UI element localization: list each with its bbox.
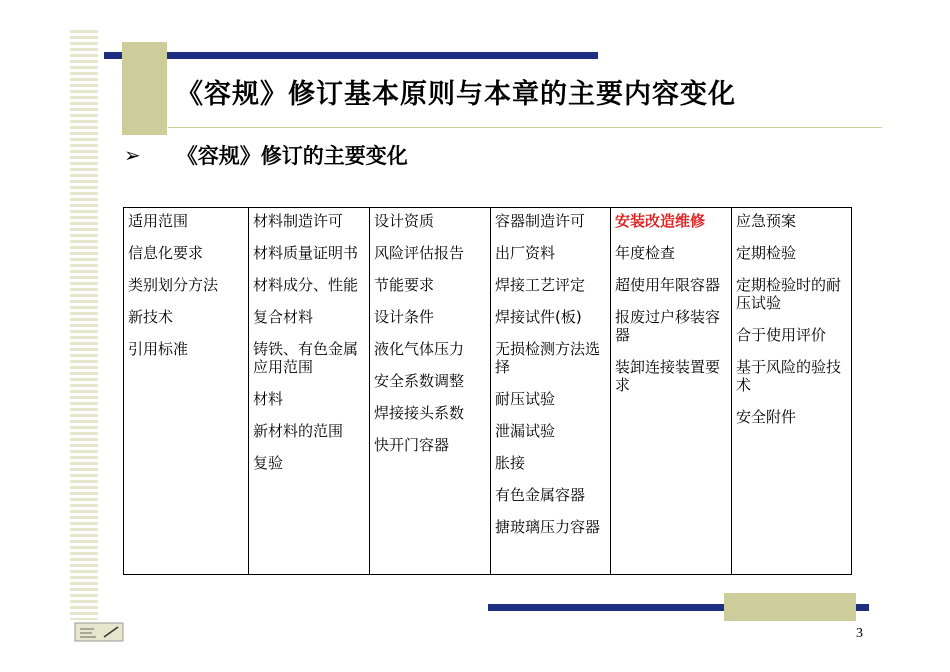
page-number: 3 xyxy=(856,626,863,641)
list-item: 合于使用评价 xyxy=(736,326,827,344)
list-item: 无损检测方法选择 xyxy=(495,340,601,376)
arrowhead-bullet-icon: ➢ xyxy=(124,143,141,167)
table-cell-column-2 xyxy=(249,208,370,575)
list-item: 耐压试验 xyxy=(495,390,556,408)
list-item: 装卸连接装置要求 xyxy=(615,358,721,394)
list-item: 应急预案 xyxy=(736,212,797,230)
list-item: 设计条件 xyxy=(374,308,435,326)
list-item: 焊接接头系数 xyxy=(374,404,465,422)
list-item: 铸铁、有色金属应用范围 xyxy=(253,340,359,376)
title-underline xyxy=(168,127,882,128)
decorative-block xyxy=(122,42,167,135)
list-item: 报废过户移装容器 xyxy=(615,308,721,344)
list-item: 出厂资料 xyxy=(495,244,556,262)
bullet-heading-text: 《容规》修订的主要变化 xyxy=(176,144,408,168)
list-item: 安装改造维修 xyxy=(615,212,706,230)
list-item: 焊接工艺评定 xyxy=(495,276,586,294)
list-item: 复合材料 xyxy=(253,308,314,326)
list-item: 胀接 xyxy=(495,454,526,472)
notepad-icon xyxy=(74,622,124,642)
table-row xyxy=(124,208,852,575)
list-item: 引用标准 xyxy=(128,340,189,358)
list-item: 年度检查 xyxy=(615,244,676,262)
list-item: 安全系数调整 xyxy=(374,372,465,390)
decorative-stripes xyxy=(70,30,98,620)
title-accent-bar xyxy=(104,52,598,59)
list-item: 复验 xyxy=(253,454,284,472)
table-cell-column-4 xyxy=(491,208,611,575)
list-item: 材料制造许可 xyxy=(253,212,344,230)
list-item: 泄漏试验 xyxy=(495,422,556,440)
list-item: 节能要求 xyxy=(374,276,435,294)
list-item: 设计资质 xyxy=(374,212,435,230)
list-item: 基于风险的验技术 xyxy=(736,358,842,394)
list-item: 信息化要求 xyxy=(128,244,204,262)
list-item: 类别划分方法 xyxy=(128,276,219,294)
table-cell-column-5 xyxy=(611,208,732,575)
list-item: 搪玻璃压力容器 xyxy=(495,518,601,536)
list-item: 超使用年限容器 xyxy=(615,276,721,294)
list-item: 新材料的范围 xyxy=(253,422,344,440)
list-item: 液化气体压力 xyxy=(374,340,465,358)
list-item: 定期检验 xyxy=(736,244,797,262)
list-item: 风险评估报告 xyxy=(374,244,465,262)
footer-decorative-block xyxy=(724,593,856,621)
slide-title: 《容规》修订基本原则与本章的主要内容变化 xyxy=(176,79,736,110)
table-cell-column-6 xyxy=(732,208,852,575)
changes-table xyxy=(123,207,852,575)
list-item: 材料 xyxy=(253,390,284,408)
list-item: 焊接试件(板) xyxy=(495,308,582,326)
table-cell-column-3 xyxy=(370,208,491,575)
list-item: 容器制造许可 xyxy=(495,212,586,230)
list-item: 快开门容器 xyxy=(374,436,450,454)
list-item: 安全附件 xyxy=(736,408,797,426)
list-item: 新技术 xyxy=(128,308,174,326)
bullet-heading xyxy=(124,140,408,170)
list-item: 适用范围 xyxy=(128,212,189,230)
list-item: 材料质量证明书 xyxy=(253,244,359,262)
list-item: 材料成分、性能 xyxy=(253,276,359,294)
table-cell-column-1 xyxy=(124,208,249,575)
list-item: 有色金属容器 xyxy=(495,486,586,504)
list-item: 定期检验时的耐压试验 xyxy=(736,276,842,312)
